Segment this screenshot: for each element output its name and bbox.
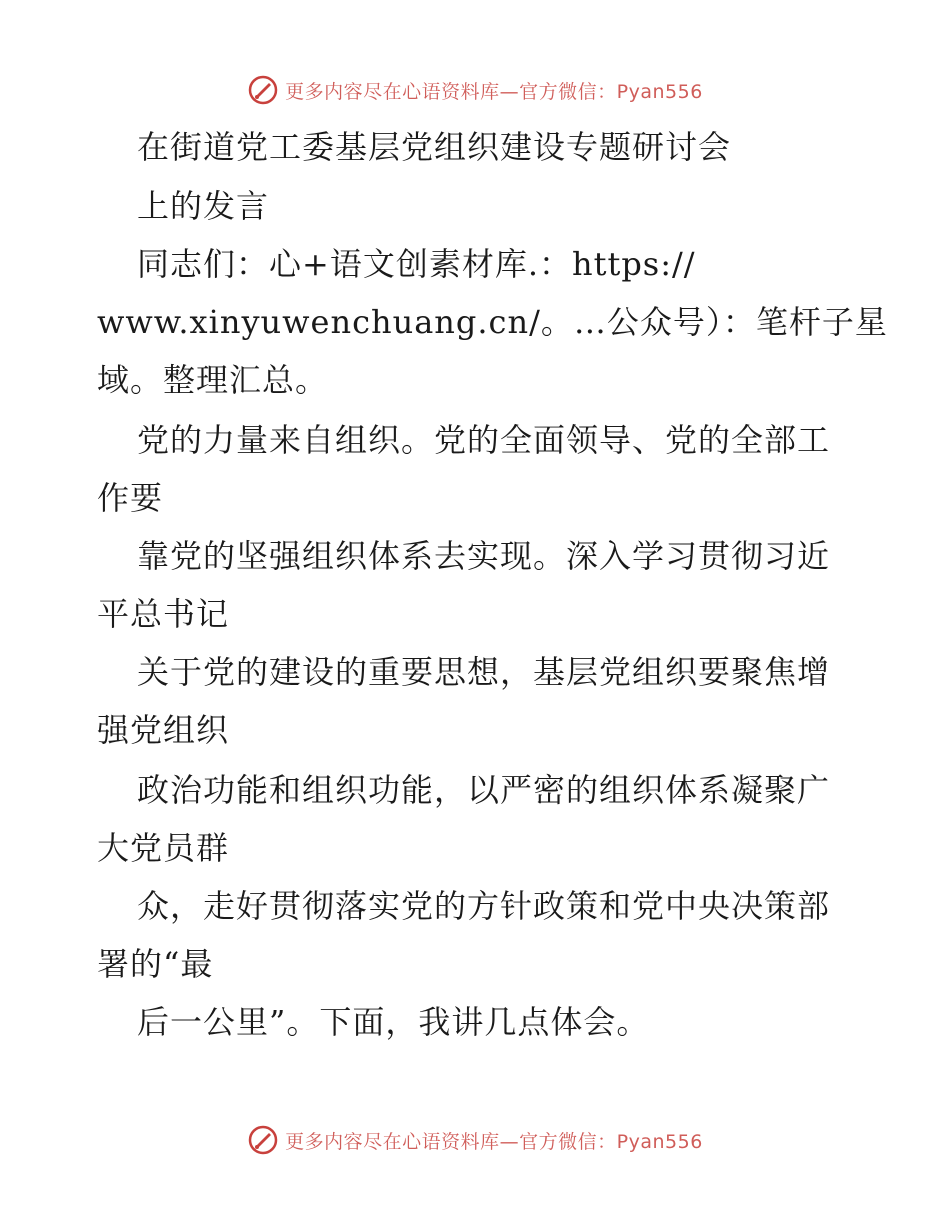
body-line: 靠党的坚强组织体系去实现。深入学习贯彻习近 (137, 537, 831, 575)
document-title-line-2: 上的发言 (137, 187, 270, 225)
quill-circle-icon (247, 74, 279, 106)
body-line: 强党组织 (97, 711, 230, 749)
body-line: 政治功能和组织功能，以严密的组织体系凝聚广 (137, 771, 831, 809)
salutation-line-3: 域。整理汇总。 (97, 361, 329, 399)
salutation-line-2: www.xinyuwenchuang.cn/。…公众号）：笔杆子星 (97, 303, 888, 341)
body-line: 平总书记 (97, 595, 230, 633)
watermark-banner-top (0, 72, 950, 108)
watermark-banner-bottom (0, 1122, 950, 1158)
watermark-text: 更多内容尽在心语资料库—官方微信：Pyan556 (285, 1130, 703, 1153)
body-line: 众，走好贯彻落实党的方针政策和党中央决策部 (137, 887, 831, 925)
body-line: 党的力量来自组织。党的全面领导、党的全部工 (137, 421, 831, 459)
quill-circle-icon (247, 1124, 279, 1156)
document-title-line-1: 在街道党工委基层党组织建设专题研讨会 (137, 128, 732, 166)
body-line: 大党员群 (97, 829, 230, 867)
body-line: 作要 (97, 479, 164, 517)
body-line: 署的“最 (97, 945, 214, 983)
watermark-text: 更多内容尽在心语资料库—官方微信：Pyan556 (285, 80, 703, 103)
body-line: 关于党的建设的重要思想，基层党组织要聚焦增 (137, 653, 831, 691)
salutation-line-1: 同志们：心+语文创素材库.：https:// (137, 245, 696, 283)
body-line: 后一公里”。下面，我讲几点体会。 (137, 1003, 650, 1041)
